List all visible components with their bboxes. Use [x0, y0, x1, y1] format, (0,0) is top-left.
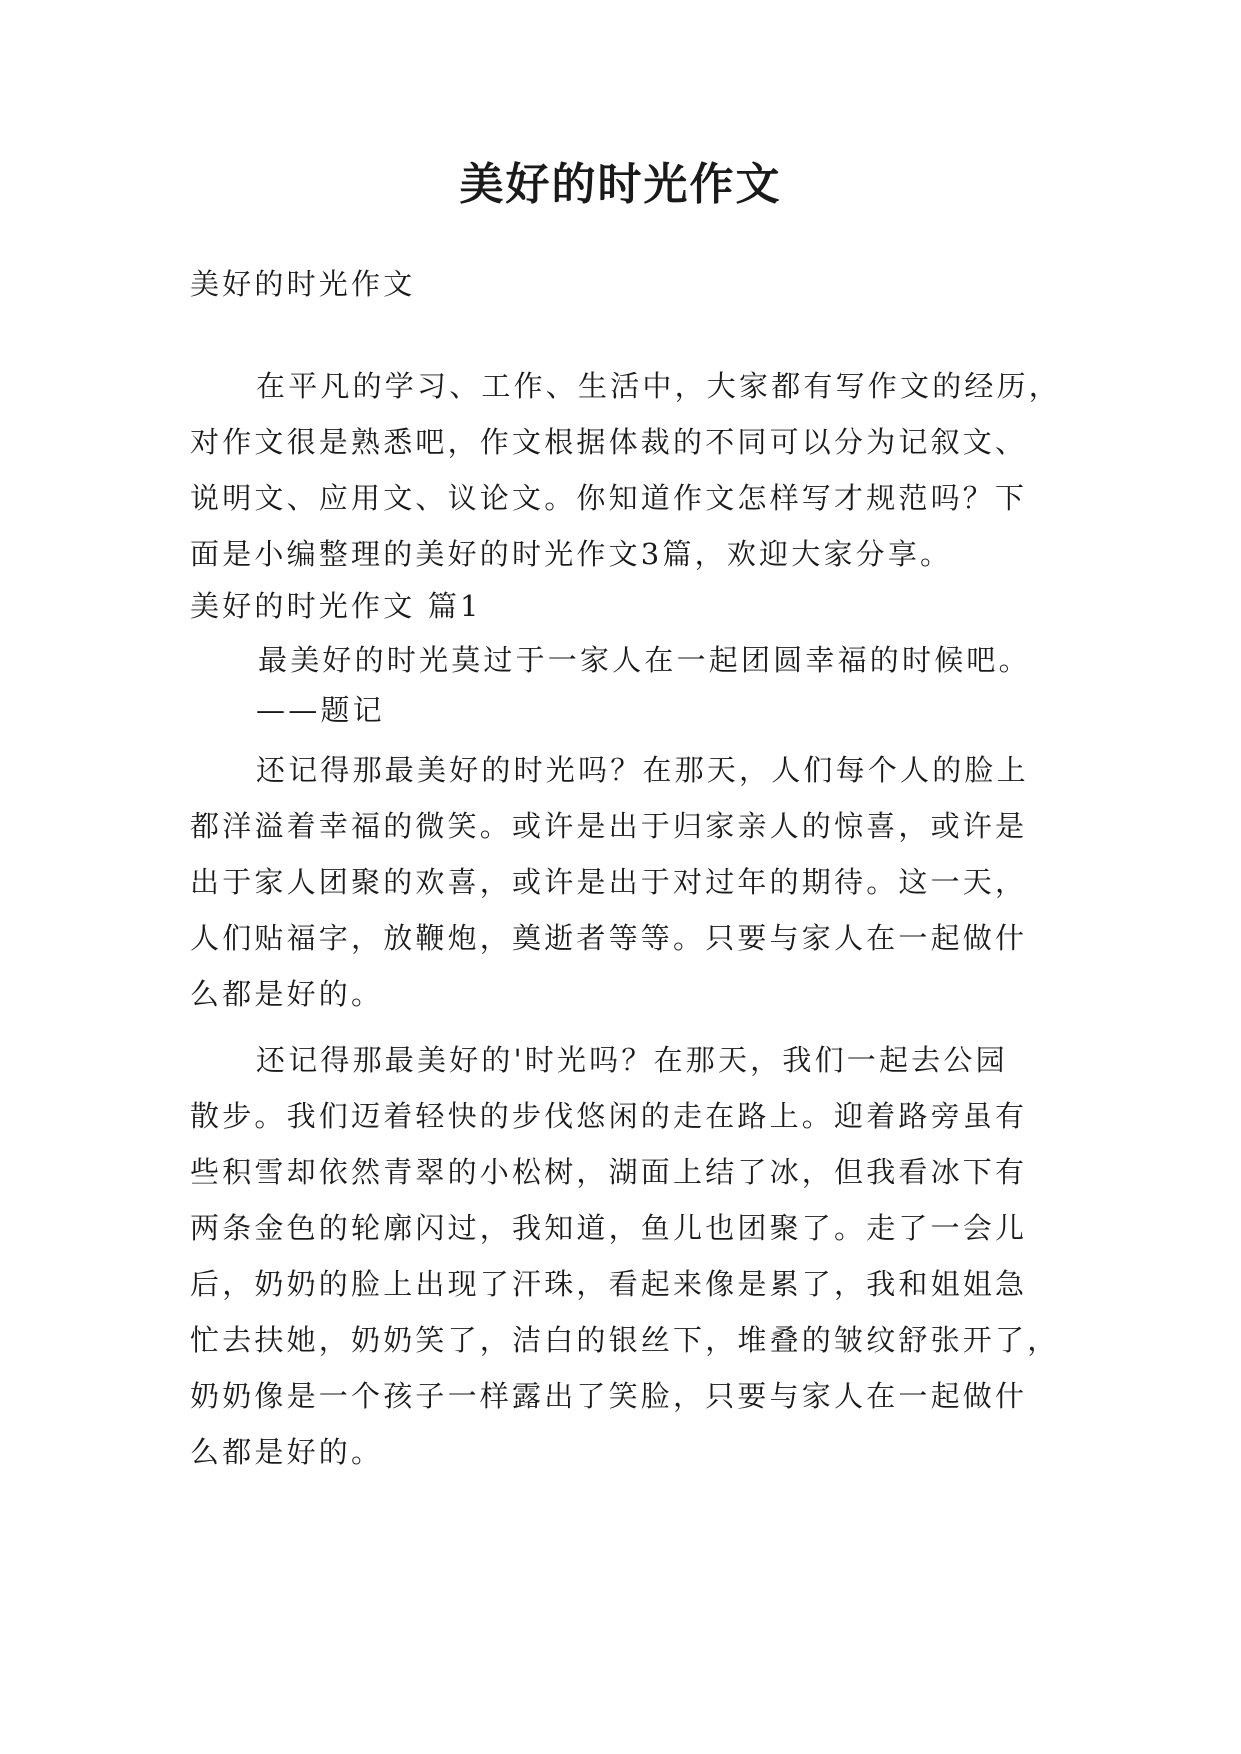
paragraph-line: 在平凡的学习、工作、生活中，大家都有写作文的经历，	[256, 369, 1062, 403]
paragraph-line: 都洋溢着幸福的微笑。或许是出于归家亲人的惊喜，或许是	[190, 809, 1028, 843]
document-title: 美好的时光作文	[459, 159, 782, 210]
paragraph-line: 奶奶像是一个孩子一样露出了笑脸，只要与家人在一起做什	[190, 1379, 1028, 1413]
paragraph-line: 出于家人团聚的欢喜，或许是出于对过年的期待。这一天，	[190, 865, 1028, 899]
paragraph-line: 面是小编整理的美好的时光作文3篇，欢迎大家分享。	[190, 537, 953, 571]
epigraph-attribution: ——题记	[256, 693, 385, 727]
epigraph-line: 最美好的时光莫过于一家人在一起团圆幸福的时候吧。	[258, 643, 1031, 677]
paragraph-line: 散步。我们迈着轻快的步伐悠闲的走在路上。迎着路旁虽有	[190, 1099, 1028, 1133]
document-subtitle: 美好的时光作文	[190, 267, 416, 301]
paragraph-line: 还记得那最美好的'时光吗？在那天，我们一起去公园	[256, 1043, 1008, 1077]
paragraph-line: 对作文很是熟悉吧，作文根据体裁的不同可以分为记叙文、	[190, 425, 1028, 459]
paragraph-line: 些积雪却依然青翠的小松树，湖面上结了冰，但我看冰下有	[190, 1155, 1028, 1189]
paragraph-line: 忙去扶她，奶奶笑了，洁白的银丝下，堆叠的皱纹舒张开了，	[190, 1323, 1060, 1357]
paragraph-line: 么都是好的。	[190, 977, 384, 1011]
paragraph-line: 后，奶奶的脸上出现了汗珠，看起来像是累了，我和姐姐急	[190, 1267, 1028, 1301]
paragraph-line: 两条金色的轮廓闪过，我知道，鱼儿也团聚了。走了一会儿	[190, 1211, 1028, 1245]
section-heading: 美好的时光作文 篇1	[190, 589, 482, 623]
paragraph-line: 人们贴福字，放鞭炮，奠逝者等等。只要与家人在一起做什	[190, 921, 1028, 955]
paragraph-line: 还记得那最美好的时光吗？在那天，人们每个人的脸上	[256, 753, 1029, 787]
paragraph-line: 说明文、应用文、议论文。你知道作文怎样写才规范吗？下	[190, 481, 1028, 515]
paragraph-line: 么都是好的。	[190, 1435, 384, 1469]
